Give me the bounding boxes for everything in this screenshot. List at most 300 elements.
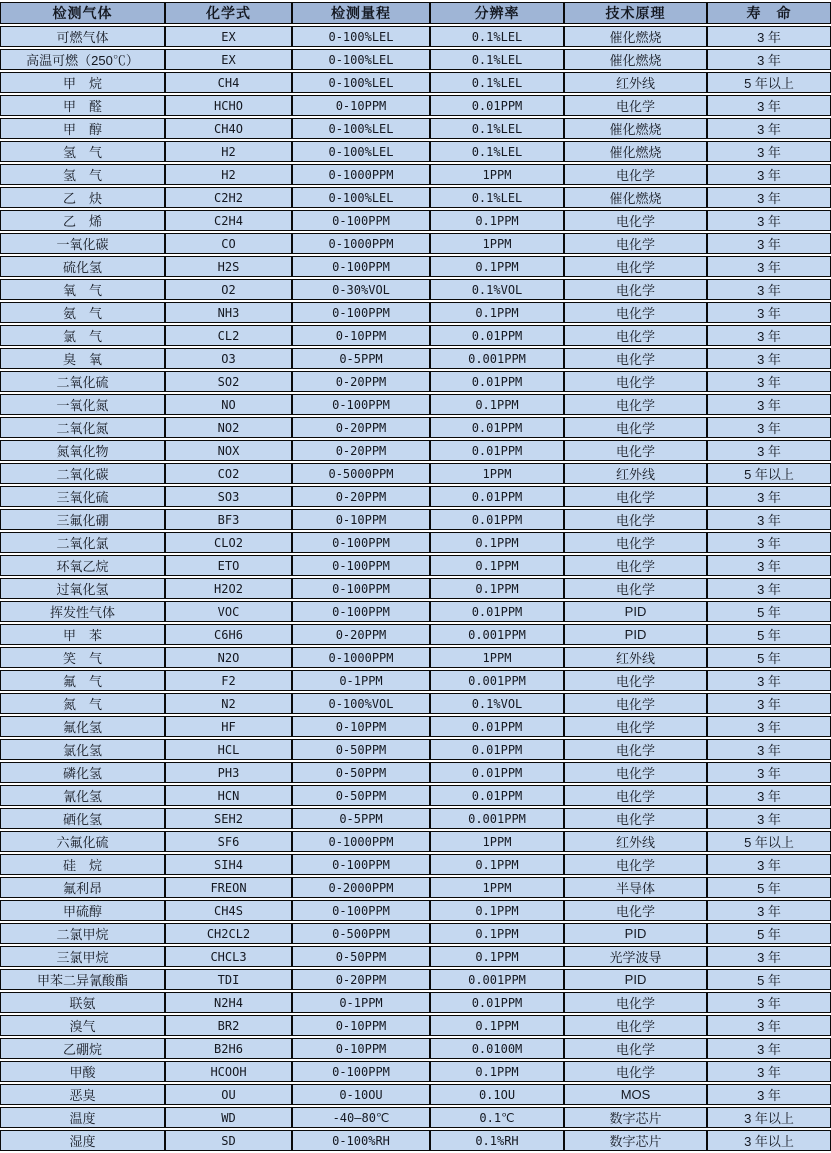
cell-formula: CH2CL2 (165, 923, 292, 944)
cell-principle: MOS (564, 1084, 707, 1105)
cell-range: 0-100%LEL (292, 141, 430, 162)
cell-gas-name: 氯化氢 (0, 739, 165, 760)
cell-principle: 电化学 (564, 486, 707, 507)
cell-range: 0-100PPM (292, 532, 430, 553)
cell-range: 0-1000PPM (292, 831, 430, 852)
table-row (0, 187, 831, 208)
table-row (0, 532, 831, 553)
cell-resolution: 0.0100M (430, 1038, 564, 1059)
cell-lifespan: 3 年以上 (707, 1107, 831, 1128)
cell-gas-name: 一氧化碳 (0, 233, 165, 254)
cell-gas-name: 臭 氧 (0, 348, 165, 369)
cell-gas-name: 六氟化硫 (0, 831, 165, 852)
cell-gas-name: 三氧化硫 (0, 486, 165, 507)
table-row (0, 670, 831, 691)
cell-principle: 数字芯片 (564, 1130, 707, 1151)
table-row (0, 26, 831, 47)
table-row (0, 371, 831, 392)
cell-range: 0-10PPM (292, 716, 430, 737)
cell-resolution: 0.1%RH (430, 1130, 564, 1151)
cell-lifespan: 3 年 (707, 716, 831, 737)
cell-range: 0-100%LEL (292, 49, 430, 70)
table-row (0, 118, 831, 139)
table-row (0, 1084, 831, 1105)
cell-range: 0-1000PPM (292, 233, 430, 254)
cell-lifespan: 3 年以上 (707, 1130, 831, 1151)
cell-formula: N2H4 (165, 992, 292, 1013)
cell-gas-name: 氢 气 (0, 141, 165, 162)
cell-principle: 光学波导 (564, 946, 707, 967)
cell-lifespan: 3 年 (707, 670, 831, 691)
cell-range: 0-100%LEL (292, 187, 430, 208)
cell-range: 0-10PPM (292, 509, 430, 530)
cell-formula: O3 (165, 348, 292, 369)
cell-resolution: 0.01PPM (430, 371, 564, 392)
cell-formula: HCN (165, 785, 292, 806)
cell-principle: 电化学 (564, 578, 707, 599)
cell-lifespan: 3 年 (707, 808, 831, 829)
table-header (0, 2, 831, 24)
cell-range: 0-100PPM (292, 578, 430, 599)
cell-principle: 电化学 (564, 716, 707, 737)
cell-lifespan: 3 年 (707, 141, 831, 162)
cell-resolution: 1PPM (430, 877, 564, 898)
cell-lifespan: 3 年 (707, 900, 831, 921)
cell-lifespan: 3 年 (707, 532, 831, 553)
cell-resolution: 0.1PPM (430, 946, 564, 967)
table-row (0, 279, 831, 300)
table-row (0, 555, 831, 576)
cell-resolution: 0.1%LEL (430, 141, 564, 162)
cell-lifespan: 3 年 (707, 164, 831, 185)
cell-gas-name: 氮 气 (0, 693, 165, 714)
cell-range: 0-100PPM (292, 555, 430, 576)
cell-gas-name: 硅 烷 (0, 854, 165, 875)
cell-lifespan: 3 年 (707, 762, 831, 783)
cell-resolution: 0.01PPM (430, 739, 564, 760)
cell-principle: 电化学 (564, 693, 707, 714)
cell-principle: 电化学 (564, 1015, 707, 1036)
cell-gas-name: 二氧化氮 (0, 417, 165, 438)
cell-resolution: 0.01PPM (430, 716, 564, 737)
cell-formula: H2O2 (165, 578, 292, 599)
cell-lifespan: 3 年 (707, 509, 831, 530)
cell-formula: FREON (165, 877, 292, 898)
cell-range: 0-100%LEL (292, 26, 430, 47)
cell-principle: 电化学 (564, 900, 707, 921)
table-row (0, 49, 831, 70)
cell-lifespan: 5 年 (707, 923, 831, 944)
cell-range: 0-1PPM (292, 670, 430, 691)
cell-gas-name: 环氧乙烷 (0, 555, 165, 576)
cell-lifespan: 3 年 (707, 486, 831, 507)
cell-formula: CO (165, 233, 292, 254)
cell-range: 0-10PPM (292, 325, 430, 346)
cell-gas-name: 二氧化硫 (0, 371, 165, 392)
table-body (0, 26, 831, 1151)
table-row (0, 1130, 831, 1151)
cell-range: 0-100%VOL (292, 693, 430, 714)
table-row (0, 693, 831, 714)
cell-lifespan: 3 年 (707, 95, 831, 116)
cell-lifespan: 3 年 (707, 371, 831, 392)
column-header-range: 检测量程 (292, 2, 430, 24)
cell-range: 0-10PPM (292, 1038, 430, 1059)
cell-range: 0-5PPM (292, 348, 430, 369)
cell-formula: N2O (165, 647, 292, 668)
table-row (0, 992, 831, 1013)
cell-resolution: 0.01PPM (430, 440, 564, 461)
cell-formula: EX (165, 49, 292, 70)
cell-formula: CHCL3 (165, 946, 292, 967)
cell-formula: H2 (165, 164, 292, 185)
cell-range: -40—80℃ (292, 1107, 430, 1128)
cell-formula: CL2 (165, 325, 292, 346)
cell-gas-name: 一氧化氮 (0, 394, 165, 415)
table-row (0, 72, 831, 93)
cell-range: 0-500PPM (292, 923, 430, 944)
column-header-formula: 化学式 (165, 2, 292, 24)
cell-range: 0-100%RH (292, 1130, 430, 1151)
cell-principle: 电化学 (564, 440, 707, 461)
cell-formula: NO2 (165, 417, 292, 438)
cell-resolution: 0.1%LEL (430, 72, 564, 93)
cell-formula: BF3 (165, 509, 292, 530)
cell-range: 0-50PPM (292, 739, 430, 760)
cell-formula: F2 (165, 670, 292, 691)
cell-resolution: 0.01PPM (430, 95, 564, 116)
cell-formula: H2 (165, 141, 292, 162)
cell-resolution: 0.1%LEL (430, 187, 564, 208)
cell-resolution: 0.1PPM (430, 854, 564, 875)
cell-gas-name: 二氧化碳 (0, 463, 165, 484)
cell-formula: BR2 (165, 1015, 292, 1036)
cell-resolution: 0.1PPM (430, 555, 564, 576)
cell-formula: HF (165, 716, 292, 737)
cell-formula: VOC (165, 601, 292, 622)
cell-lifespan: 3 年 (707, 555, 831, 576)
cell-range: 0-100PPM (292, 394, 430, 415)
cell-gas-name: 氧 气 (0, 279, 165, 300)
column-header-lifespan: 寿 命 (707, 2, 831, 24)
table-row (0, 900, 831, 921)
table-row (0, 1015, 831, 1036)
cell-range: 0-20PPM (292, 417, 430, 438)
cell-range: 0-2000PPM (292, 877, 430, 898)
cell-principle: 催化燃烧 (564, 118, 707, 139)
table-row (0, 394, 831, 415)
table-row (0, 601, 831, 622)
cell-formula: C6H6 (165, 624, 292, 645)
cell-lifespan: 3 年 (707, 1015, 831, 1036)
cell-lifespan: 3 年 (707, 1038, 831, 1059)
cell-principle: 电化学 (564, 394, 707, 415)
cell-lifespan: 3 年 (707, 854, 831, 875)
cell-principle: 红外线 (564, 463, 707, 484)
cell-range: 0-10PPM (292, 1015, 430, 1036)
cell-gas-name: 溴气 (0, 1015, 165, 1036)
cell-resolution: 0.01PPM (430, 325, 564, 346)
table-row (0, 509, 831, 530)
cell-principle: PID (564, 969, 707, 990)
cell-range: 0-30%VOL (292, 279, 430, 300)
cell-gas-name: 二氧化氯 (0, 532, 165, 553)
cell-principle: 红外线 (564, 831, 707, 852)
column-header-gas-name: 检测气体 (0, 2, 165, 24)
cell-resolution: 0.1%LEL (430, 26, 564, 47)
cell-formula: NH3 (165, 302, 292, 323)
cell-resolution: 0.001PPM (430, 670, 564, 691)
table-row (0, 946, 831, 967)
table-row (0, 233, 831, 254)
cell-formula: EX (165, 26, 292, 47)
cell-principle: 数字芯片 (564, 1107, 707, 1128)
cell-gas-name: 氯 气 (0, 325, 165, 346)
cell-lifespan: 3 年 (707, 578, 831, 599)
cell-formula: TDI (165, 969, 292, 990)
cell-principle: 红外线 (564, 72, 707, 93)
cell-range: 0-20PPM (292, 969, 430, 990)
table-row (0, 1061, 831, 1082)
cell-range: 0-100PPM (292, 256, 430, 277)
cell-lifespan: 3 年 (707, 49, 831, 70)
cell-gas-name: 氨 气 (0, 302, 165, 323)
table-row (0, 624, 831, 645)
cell-principle: 催化燃烧 (564, 26, 707, 47)
cell-formula: HCOOH (165, 1061, 292, 1082)
cell-range: 0-50PPM (292, 785, 430, 806)
cell-lifespan: 5 年 (707, 601, 831, 622)
cell-range: 0-100PPM (292, 1061, 430, 1082)
cell-resolution: 0.1%VOL (430, 279, 564, 300)
cell-resolution: 0.1%VOL (430, 693, 564, 714)
table-row (0, 808, 831, 829)
cell-gas-name: 笑 气 (0, 647, 165, 668)
cell-gas-name: 甲酸 (0, 1061, 165, 1082)
column-header-resolution: 分辨率 (430, 2, 564, 24)
table-row (0, 762, 831, 783)
cell-gas-name: 甲 醛 (0, 95, 165, 116)
cell-resolution: 0.1PPM (430, 302, 564, 323)
cell-range: 0-10PPM (292, 95, 430, 116)
table-row (0, 348, 831, 369)
cell-formula: C2H4 (165, 210, 292, 231)
cell-formula: HCHO (165, 95, 292, 116)
cell-gas-name: 甲硫醇 (0, 900, 165, 921)
table-row (0, 325, 831, 346)
table-row (0, 647, 831, 668)
cell-principle: 红外线 (564, 647, 707, 668)
cell-principle: 电化学 (564, 302, 707, 323)
cell-principle: 电化学 (564, 95, 707, 116)
cell-formula: NO (165, 394, 292, 415)
cell-lifespan: 3 年 (707, 440, 831, 461)
cell-principle: 电化学 (564, 785, 707, 806)
cell-gas-name: 恶臭 (0, 1084, 165, 1105)
cell-lifespan: 3 年 (707, 325, 831, 346)
cell-gas-name: 磷化氢 (0, 762, 165, 783)
cell-resolution: 0.1OU (430, 1084, 564, 1105)
cell-formula: B2H6 (165, 1038, 292, 1059)
cell-resolution: 0.01PPM (430, 417, 564, 438)
table-row (0, 256, 831, 277)
cell-lifespan: 3 年 (707, 785, 831, 806)
cell-formula: CLO2 (165, 532, 292, 553)
cell-resolution: 1PPM (430, 233, 564, 254)
cell-lifespan: 3 年 (707, 187, 831, 208)
cell-principle: 电化学 (564, 992, 707, 1013)
cell-gas-name: 二氯甲烷 (0, 923, 165, 944)
cell-gas-name: 温度 (0, 1107, 165, 1128)
table-row (0, 1107, 831, 1128)
table-row (0, 854, 831, 875)
cell-resolution: 1PPM (430, 647, 564, 668)
table-row (0, 1038, 831, 1059)
cell-principle: 电化学 (564, 808, 707, 829)
cell-gas-name: 氟化氢 (0, 716, 165, 737)
cell-principle: 电化学 (564, 739, 707, 760)
cell-principle: 催化燃烧 (564, 141, 707, 162)
cell-principle: 电化学 (564, 555, 707, 576)
table-row (0, 440, 831, 461)
cell-lifespan: 3 年 (707, 1061, 831, 1082)
cell-resolution: 0.01PPM (430, 762, 564, 783)
cell-lifespan: 3 年 (707, 26, 831, 47)
cell-range: 0-100%LEL (292, 118, 430, 139)
cell-resolution: 0.01PPM (430, 509, 564, 530)
cell-principle: 电化学 (564, 279, 707, 300)
table-row (0, 141, 831, 162)
cell-resolution: 0.01PPM (430, 992, 564, 1013)
cell-resolution: 0.01PPM (430, 601, 564, 622)
cell-formula: SIH4 (165, 854, 292, 875)
cell-range: 0-5000PPM (292, 463, 430, 484)
cell-resolution: 0.1PPM (430, 210, 564, 231)
cell-principle: 电化学 (564, 670, 707, 691)
cell-principle: 电化学 (564, 854, 707, 875)
cell-formula: ETO (165, 555, 292, 576)
table-row (0, 969, 831, 990)
cell-principle: PID (564, 923, 707, 944)
cell-resolution: 0.001PPM (430, 808, 564, 829)
cell-principle: PID (564, 601, 707, 622)
cell-range: 0-10OU (292, 1084, 430, 1105)
cell-range: 0-100%LEL (292, 72, 430, 93)
table-row (0, 164, 831, 185)
cell-resolution: 0.1%LEL (430, 118, 564, 139)
cell-range: 0-20PPM (292, 440, 430, 461)
cell-principle: 催化燃烧 (564, 49, 707, 70)
cell-formula: CO2 (165, 463, 292, 484)
cell-range: 0-50PPM (292, 762, 430, 783)
cell-range: 0-100PPM (292, 900, 430, 921)
cell-gas-name: 三氯甲烷 (0, 946, 165, 967)
cell-formula: H2S (165, 256, 292, 277)
cell-range: 0-1000PPM (292, 164, 430, 185)
cell-lifespan: 5 年 (707, 647, 831, 668)
cell-formula: CH4O (165, 118, 292, 139)
cell-gas-name: 过氧化氢 (0, 578, 165, 599)
cell-lifespan: 3 年 (707, 348, 831, 369)
cell-resolution: 0.01PPM (430, 785, 564, 806)
cell-lifespan: 3 年 (707, 739, 831, 760)
cell-gas-name: 甲 烷 (0, 72, 165, 93)
cell-lifespan: 3 年 (707, 693, 831, 714)
cell-principle: 电化学 (564, 532, 707, 553)
table-row (0, 302, 831, 323)
cell-formula: OU (165, 1084, 292, 1105)
cell-range: 0-20PPM (292, 371, 430, 392)
cell-principle: 电化学 (564, 256, 707, 277)
cell-formula: SO2 (165, 371, 292, 392)
cell-gas-name: 氢 气 (0, 164, 165, 185)
cell-formula: SD (165, 1130, 292, 1151)
cell-principle: 电化学 (564, 210, 707, 231)
cell-formula: HCL (165, 739, 292, 760)
table-row (0, 923, 831, 944)
cell-gas-name: 氟利昂 (0, 877, 165, 898)
cell-lifespan: 5 年 (707, 877, 831, 898)
cell-formula: PH3 (165, 762, 292, 783)
cell-resolution: 0.001PPM (430, 969, 564, 990)
cell-gas-name: 硒化氢 (0, 808, 165, 829)
cell-range: 0-5PPM (292, 808, 430, 829)
cell-formula: CH4S (165, 900, 292, 921)
cell-lifespan: 3 年 (707, 302, 831, 323)
cell-principle: 电化学 (564, 762, 707, 783)
cell-principle: 电化学 (564, 1061, 707, 1082)
header-row (0, 2, 831, 24)
cell-lifespan: 3 年 (707, 417, 831, 438)
cell-principle: 电化学 (564, 1038, 707, 1059)
cell-resolution: 0.1PPM (430, 1015, 564, 1036)
cell-range: 0-100PPM (292, 210, 430, 231)
cell-resolution: 1PPM (430, 463, 564, 484)
cell-resolution: 0.1PPM (430, 1061, 564, 1082)
cell-resolution: 0.1PPM (430, 256, 564, 277)
cell-gas-name: 三氟化硼 (0, 509, 165, 530)
cell-principle: 催化燃烧 (564, 187, 707, 208)
table-row (0, 463, 831, 484)
cell-resolution: 0.001PPM (430, 348, 564, 369)
cell-principle: 电化学 (564, 325, 707, 346)
cell-lifespan: 3 年 (707, 394, 831, 415)
cell-resolution: 0.1PPM (430, 532, 564, 553)
cell-gas-name: 氮氧化物 (0, 440, 165, 461)
cell-lifespan: 3 年 (707, 118, 831, 139)
table-row (0, 578, 831, 599)
cell-lifespan: 5 年以上 (707, 72, 831, 93)
cell-lifespan: 5 年 (707, 624, 831, 645)
cell-lifespan: 3 年 (707, 1084, 831, 1105)
cell-lifespan: 5 年以上 (707, 831, 831, 852)
cell-resolution: 0.1PPM (430, 394, 564, 415)
cell-range: 0-100PPM (292, 601, 430, 622)
cell-range: 0-50PPM (292, 946, 430, 967)
cell-range: 0-20PPM (292, 486, 430, 507)
cell-gas-name: 甲 苯 (0, 624, 165, 645)
table-row (0, 486, 831, 507)
cell-gas-name: 联氨 (0, 992, 165, 1013)
cell-principle: 电化学 (564, 371, 707, 392)
cell-resolution: 0.01PPM (430, 486, 564, 507)
cell-formula: WD (165, 1107, 292, 1128)
cell-resolution: 0.001PPM (430, 624, 564, 645)
cell-formula: NOX (165, 440, 292, 461)
table-row (0, 831, 831, 852)
cell-range: 0-20PPM (292, 624, 430, 645)
cell-principle: 电化学 (564, 164, 707, 185)
